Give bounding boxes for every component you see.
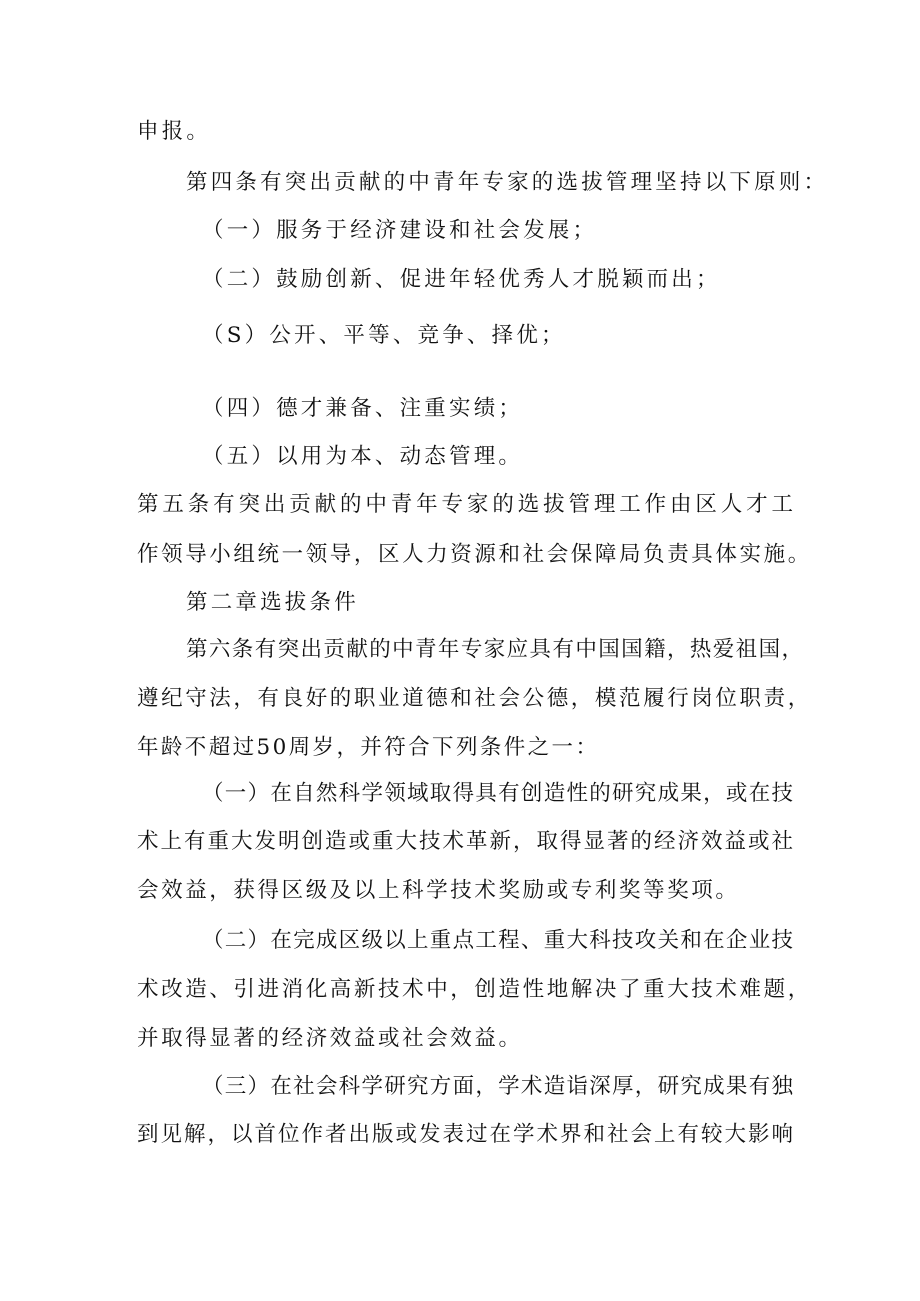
condition-3-line: （三）在社会科学研究方面，学术造诣深厚，研究成果有独 xyxy=(202,1074,793,1099)
condition-2-line: （二）在完成区级以上重点工程、重大科技攻关和在企业技 xyxy=(202,928,793,953)
text-line: 申报。 xyxy=(137,119,212,144)
condition-1-line: 会效益，获得区级及以上科学技术奖励或专利奖等奖项。 xyxy=(137,878,740,903)
article-6-line: 年龄不超过50周岁，并符合下列条件之一： xyxy=(137,735,600,760)
chapter-2-heading: 第二章选拔条件 xyxy=(186,590,359,615)
list-item: （五）以用为本、动态管理。 xyxy=(202,444,524,469)
condition-2-line: 并取得显著的经济效益或社会效益。 xyxy=(137,1026,523,1051)
article-4-heading: 第四条有突出贡献的中青年专家的选拔管理坚持以下原则： xyxy=(186,170,829,195)
condition-2-line: 术改造、引进消化高新技术中，创造性地解决了重大技术难题， xyxy=(137,977,812,1002)
list-item: （四）德才兼备、注重实绩； xyxy=(202,396,524,421)
condition-3-line: 到见解，以首位作者出版或发表过在学术界和社会上有较大影响 xyxy=(137,1122,793,1147)
article-6-line: 遵纪守法，有良好的职业道德和社会公德，模范履行岗位职责， xyxy=(137,686,812,711)
article-5-line: 第五条有突出贡献的中青年专家的选拔管理工作由区人才工 xyxy=(137,492,793,517)
list-item: （一）服务于经济建设和社会发展； xyxy=(202,218,598,243)
article-5-line: 作领导小组统一领导，区人力资源和社会保障局负责具体实施。 xyxy=(137,542,812,567)
condition-1-line: （一）在自然科学领域取得具有创造性的研究成果，或在技 xyxy=(202,781,793,806)
condition-1-line: 术上有重大发明创造或重大技术革新，取得显著的经济效益或社 xyxy=(137,829,793,854)
article-6-line: 第六条有突出贡献的中青年专家应具有中国国籍，热爱祖国， xyxy=(186,637,803,662)
list-item: （二）鼓励创新、促进年轻优秀人才脱颖而出； xyxy=(202,267,721,292)
list-item: （S）公开、平等、竞争、择优； xyxy=(202,323,566,348)
